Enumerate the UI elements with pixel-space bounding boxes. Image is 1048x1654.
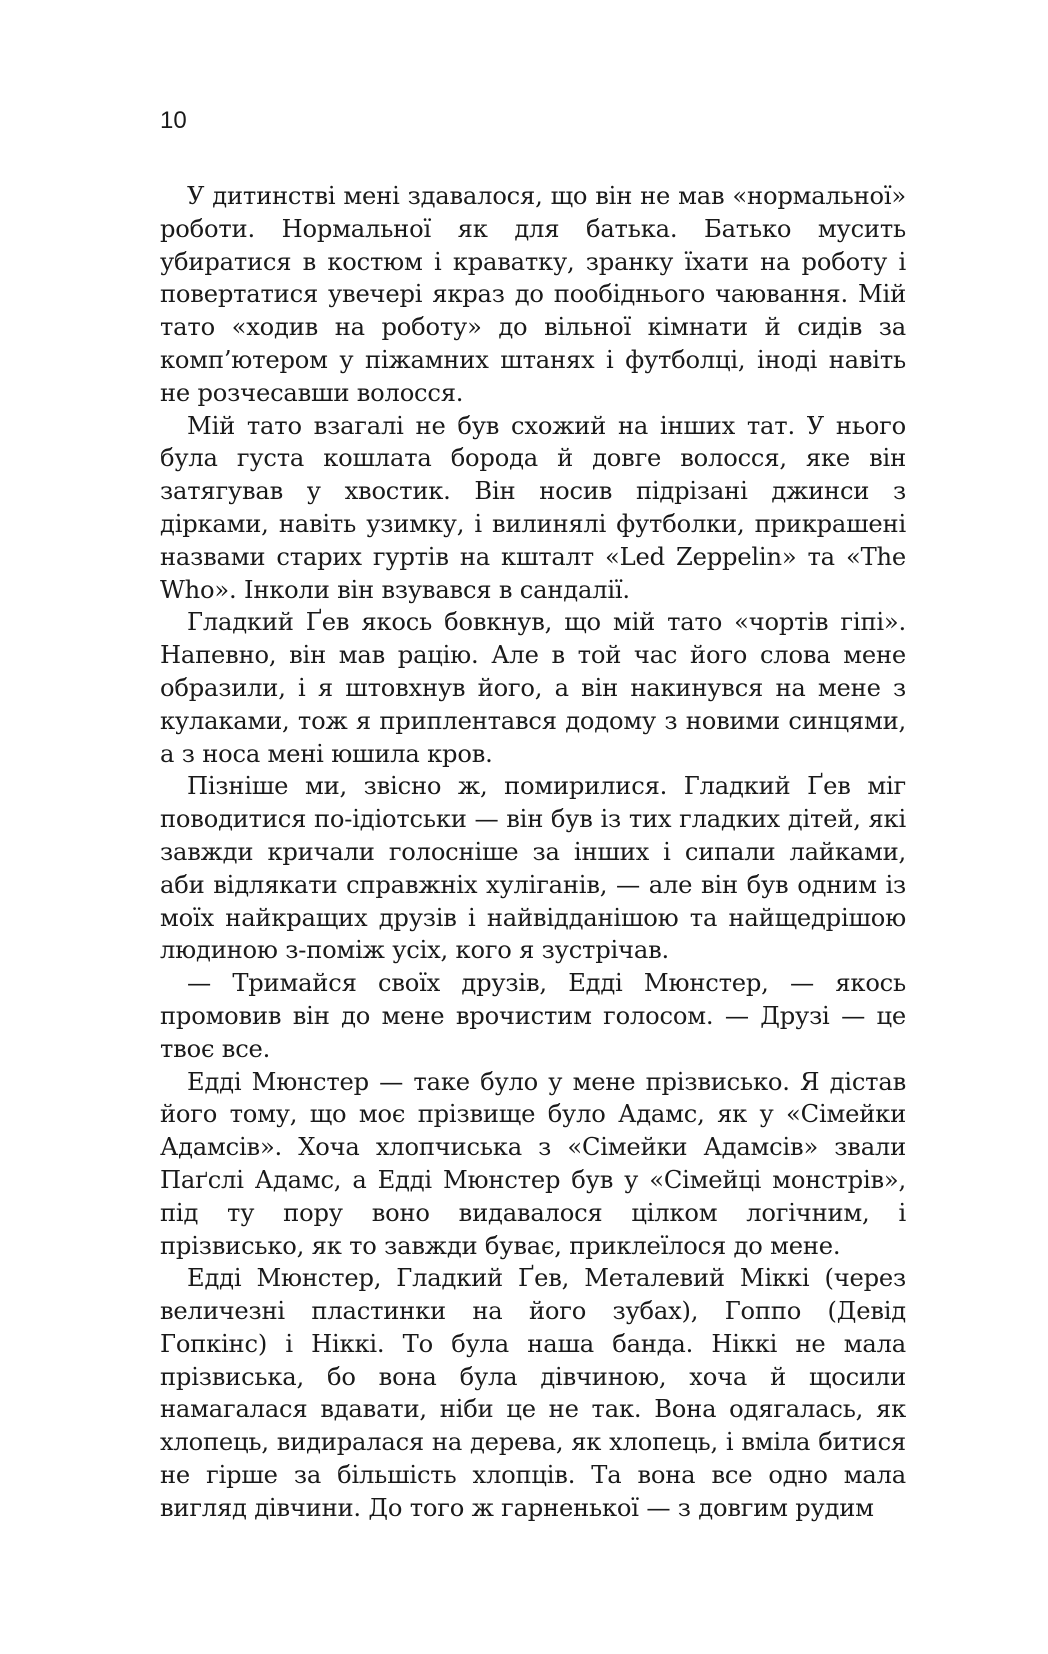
paragraph: Едді Мюнстер — таке було у мене прізвисько. Я дістав його тому, що моє прізвище було Адамс, як у «Сімейки Адамсів». Хоча хлопчиська з «Сімейки Адамсів» звали Паґслі Адамс, а Едді Мюнстер був у «Сімейці монстрів», під ту пору воно видавалося цілком логічним, і прізвисько, як то завжди буває, приклеїлося до мене. [160, 1067, 906, 1260]
paragraph: Мій тато взагалі не був схожий на інших тат. У нього була густа кошлата борода й довге волосся, яке він затягував у хвостик. Він носив підрізані джинси з дірками, навіть узимку, і вилинялі футболки, прикрашені назвами старих гуртів на кшталт «Led Zeppelin» та «The Who». Інколи він взувався в сандалії. [160, 411, 906, 604]
paragraph: У дитинстві мені здавалося, що він не мав «нормальної» роботи. Нормальної як для батька. Батько мусить убиратися в костюм і краватку, зранку їхати на роботу і повертатися увечері якраз до пообіднього чаювання. Мій тато «ходив на роботу» до вільної кімнати й сидів за комп’ютером у піжамних штанях і футболці, іноді навіть не розчесавши волосся. [160, 182, 906, 407]
paragraph: — Тримайся своїх друзів, Едді Мюнстер, — якось промовив він до мене врочистим голосом. — Друзі — це твоє все. [160, 969, 906, 1063]
paragraph: Гладкий Ґев якось бовкнув, що мій тато «чортів гіпі». Напевно, він мав рацію. Але в той час його слова мене образили, і я штовхнув його, а він накинувся на мене з кулаками, тож я приплентався додому з новими синцями, а з носа мені юшила кров. [160, 608, 906, 768]
paragraph: Пізніше ми, звісно ж, помирилися. Гладкий Ґев міг поводитися по-ідіотськи — він був із тих гладких дітей, які завжди кричали голосніше за інших і сипали лайками, аби відлякати справжніх хуліганів, — але він був одним із моїх найкращих друзів і найвідданішою та найщедрішою людиною з-поміж усіх, кого я зустрічав. [160, 772, 906, 965]
body-text [160, 180, 906, 1525]
paragraph: Едді Мюнстер, Гладкий Ґев, Металевий Міккі (через величезні пластинки на його зубах), Гоппо (Девід Гопкінс) і Ніккі. То була наша банда. Ніккі не мала прізвиська, бо вона була дівчиною, хоча й щосили намагалася вдавати, ніби це не так. Вона одягалась, як хлопець, видиралася на дерева, як хлопець, і вміла битися не гірше за більшість хлопців. Та вона все одно мала вигляд дівчини. До того ж гарненької — з довгим рудим [160, 1264, 906, 1522]
page-number: 10 [160, 107, 187, 134]
